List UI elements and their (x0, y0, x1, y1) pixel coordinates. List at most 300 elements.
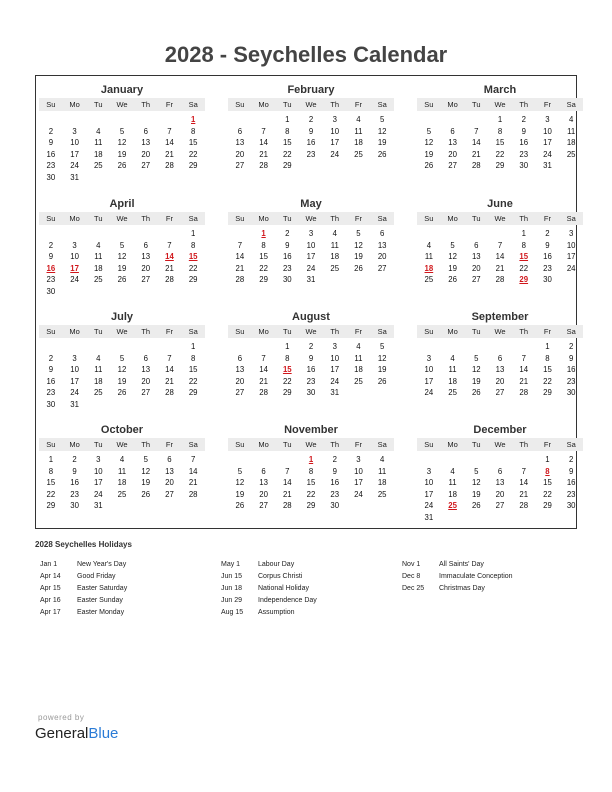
day-cell: 9 (72, 466, 77, 476)
holiday-name: Easter Sunday (77, 597, 123, 604)
day-cell: 2 (308, 342, 314, 351)
week-row (417, 454, 583, 466)
week-row (417, 274, 583, 286)
day-cell: 27 (165, 489, 174, 499)
day-cell: 27 (141, 161, 151, 171)
day-cell: 12 (377, 353, 387, 363)
week-row (228, 454, 394, 466)
day-cell: 30 (566, 388, 576, 398)
holiday-date: Jan 1 (40, 561, 58, 568)
day-cell: 7 (237, 240, 243, 250)
empty-day-cell (441, 512, 465, 524)
weekday-label: Tu (94, 214, 103, 223)
day-cell: 13 (259, 478, 268, 488)
day-cell: 5 (119, 240, 125, 250)
day-cell: 2 (308, 115, 314, 124)
day-cell: 26 (377, 376, 387, 386)
weekday-label: Mo (69, 327, 80, 336)
day-cell: 20 (259, 489, 268, 499)
weekday-label: Th (330, 100, 340, 109)
month-october (39, 423, 205, 512)
weekday-label: Su (46, 100, 56, 109)
powered-by-text: powered by (38, 713, 85, 722)
day-cell: 4 (96, 353, 101, 363)
day-cell: 2 (48, 126, 54, 136)
weekday-label: Sa (188, 100, 198, 109)
day-cell: 4 (96, 240, 101, 250)
holiday-item (40, 559, 127, 571)
day-cell: 28 (471, 161, 481, 171)
day-cell: 29 (282, 388, 292, 398)
week-row (39, 353, 205, 365)
day-cell: 22 (495, 149, 505, 159)
day-cell: 27 (141, 388, 151, 398)
day-cell: 3 (426, 466, 432, 476)
month-july (39, 310, 205, 411)
week-row (417, 137, 583, 149)
holiday-day-cell: 16 (46, 263, 56, 273)
weekday-label: Th (519, 214, 529, 223)
empty-day-cell (110, 341, 134, 353)
day-cell: 16 (566, 365, 576, 375)
day-cell: 3 (332, 342, 337, 351)
day-cell: 13 (141, 365, 151, 375)
day-cell: 19 (354, 252, 363, 262)
day-cell: 6 (237, 353, 243, 363)
day-cell: 14 (519, 478, 529, 488)
day-cell: 8 (521, 240, 526, 250)
day-cell: 8 (308, 466, 314, 476)
day-cell: 1 (191, 342, 196, 351)
weekday-label: We (305, 214, 317, 223)
weekday-header (39, 325, 205, 338)
holiday-day-cell: 1 (191, 115, 196, 124)
weekday-label: Sa (566, 327, 576, 336)
day-cell: 18 (448, 489, 457, 499)
week-row (228, 477, 394, 489)
day-cell: 26 (117, 275, 127, 285)
day-cell: 15 (46, 478, 56, 488)
day-cell: 9 (569, 353, 574, 363)
day-cell: 9 (545, 240, 550, 250)
week-row (228, 341, 394, 353)
empty-day-cell (252, 341, 276, 353)
day-cell: 17 (93, 478, 103, 488)
day-cell: 19 (448, 263, 457, 273)
empty-day-cell (134, 399, 158, 411)
day-cell: 4 (426, 240, 432, 250)
day-cell: 29 (46, 501, 56, 511)
week-row (39, 286, 205, 298)
day-cell: 29 (306, 501, 316, 511)
holiday-day-cell: 15 (282, 365, 292, 375)
day-cell: 30 (543, 275, 552, 285)
day-cell: 27 (377, 263, 387, 273)
holiday-day-cell: 8 (545, 466, 550, 476)
week-row (39, 160, 205, 172)
empty-day-cell (417, 454, 441, 466)
day-cell: 27 (495, 501, 505, 511)
day-cell: 25 (377, 489, 387, 499)
holiday-date: Nov 1 (402, 561, 421, 568)
holiday-item (402, 583, 513, 595)
holiday-day-cell: 15 (519, 252, 529, 262)
day-cell: 13 (141, 252, 151, 262)
day-cell: 14 (165, 365, 174, 375)
day-cell: 11 (378, 466, 387, 476)
weekday-label: Fr (165, 440, 173, 449)
day-cell: 25 (354, 149, 363, 159)
weekday-label: Sa (377, 440, 387, 449)
week-row (228, 500, 394, 512)
empty-day-cell (559, 160, 583, 172)
empty-day-cell (464, 454, 488, 466)
day-cell: 4 (332, 229, 337, 238)
day-cell: 14 (188, 466, 198, 476)
week-row (39, 466, 205, 478)
day-cell: 20 (377, 252, 387, 262)
empty-day-cell (347, 274, 371, 286)
day-cell: 28 (259, 161, 268, 171)
day-cell: 17 (354, 478, 363, 488)
day-cell: 30 (70, 501, 79, 511)
day-cell: 13 (141, 138, 151, 148)
day-cell: 19 (471, 376, 481, 386)
weekday-label: Su (46, 327, 56, 336)
empty-day-cell (110, 399, 134, 411)
holiday-name: Assumption (258, 609, 295, 616)
weekday-label: We (116, 100, 128, 109)
empty-day-cell (228, 341, 252, 353)
day-cell: 9 (308, 353, 314, 363)
day-cell: 27 (235, 161, 245, 171)
day-cell: 10 (330, 126, 340, 136)
holiday-date: Jun 15 (221, 573, 243, 580)
day-cell: 21 (165, 263, 174, 273)
day-cell: 7 (474, 126, 479, 136)
week-row (39, 500, 205, 512)
weekday-label: Mo (69, 100, 80, 109)
day-cell: 2 (48, 353, 54, 363)
day-cell: 24 (354, 489, 363, 499)
day-cell: 22 (543, 376, 552, 386)
day-cell: 19 (117, 376, 127, 386)
day-cell: 25 (424, 275, 434, 285)
day-cell: 31 (330, 388, 340, 398)
holiday-date: Apr 16 (40, 597, 61, 604)
empty-day-cell (63, 286, 87, 298)
weekday-label: Su (235, 327, 245, 336)
day-cell: 11 (330, 240, 339, 250)
month-name: November (284, 424, 338, 436)
week-row (39, 341, 205, 353)
week-row (417, 126, 583, 138)
day-cell: 16 (282, 252, 292, 262)
day-cell: 7 (521, 466, 526, 476)
day-cell: 5 (143, 455, 148, 464)
week-row (417, 240, 583, 252)
weekday-label: We (494, 440, 506, 449)
day-cell: 26 (471, 388, 481, 398)
day-cell: 6 (380, 229, 385, 238)
day-cell: 29 (188, 275, 198, 285)
weekday-label: Tu (283, 214, 292, 223)
weekday-label: Sa (188, 327, 198, 336)
holiday-date: Aug 15 (221, 609, 244, 616)
day-cell: 11 (94, 252, 103, 262)
empty-day-cell (134, 341, 158, 353)
empty-day-cell (86, 172, 110, 184)
empty-day-cell (39, 341, 63, 353)
month-name: April (109, 198, 135, 210)
day-cell: 14 (259, 138, 268, 148)
empty-day-cell (158, 286, 182, 298)
day-cell: 6 (450, 126, 455, 136)
empty-day-cell (464, 228, 488, 240)
week-row (39, 477, 205, 489)
weekday-header (39, 438, 205, 451)
day-cell: 22 (282, 376, 292, 386)
day-cell: 21 (235, 263, 245, 273)
week-row (39, 387, 205, 399)
day-cell: 25 (448, 388, 457, 398)
day-cell: 6 (261, 466, 266, 476)
day-cell: 18 (448, 376, 457, 386)
day-cell: 24 (424, 388, 434, 398)
holiday-date: Apr 17 (40, 609, 61, 616)
empty-day-cell (488, 512, 512, 524)
day-cell: 22 (259, 263, 268, 273)
weekday-label: Fr (543, 100, 551, 109)
day-cell: 13 (235, 365, 245, 375)
day-cell: 28 (188, 489, 198, 499)
day-cell: 30 (282, 275, 292, 285)
holiday-name: Labour Day (258, 561, 295, 568)
day-cell: 31 (543, 161, 552, 171)
weekday-label: Su (235, 214, 245, 223)
empty-day-cell (158, 114, 182, 126)
day-cell: 18 (354, 365, 363, 375)
day-cell: 27 (471, 275, 481, 285)
empty-day-cell (134, 172, 158, 184)
week-row (417, 387, 583, 399)
empty-day-cell (417, 228, 441, 240)
month-june (417, 197, 583, 286)
day-cell: 23 (543, 263, 552, 273)
day-cell: 13 (377, 240, 387, 250)
day-cell: 5 (380, 342, 385, 351)
weekday-label: We (116, 440, 128, 449)
weekday-label: Sa (377, 327, 387, 336)
weekday-label: We (494, 214, 506, 223)
day-cell: 7 (167, 353, 172, 363)
weekday-header (417, 212, 583, 225)
week-row (39, 364, 205, 376)
empty-day-cell (441, 341, 465, 353)
day-cell: 10 (70, 138, 79, 148)
weekday-label: Th (141, 327, 151, 336)
day-cell: 14 (471, 138, 481, 148)
weekday-label: Su (424, 214, 434, 223)
empty-day-cell (134, 286, 158, 298)
month-name: December (473, 424, 527, 436)
empty-day-cell (252, 114, 276, 126)
day-cell: 20 (471, 263, 481, 273)
weekday-label: Sa (188, 214, 198, 223)
empty-day-cell (181, 286, 205, 298)
day-cell: 16 (519, 138, 529, 148)
weekday-label: Su (235, 100, 245, 109)
empty-day-cell (110, 286, 134, 298)
day-cell: 22 (188, 149, 198, 159)
day-cell: 29 (543, 388, 552, 398)
day-cell: 11 (424, 252, 433, 262)
day-cell: 20 (448, 149, 457, 159)
empty-day-cell (441, 228, 465, 240)
holiday-name: New Year's Day (77, 561, 127, 568)
day-cell: 22 (306, 489, 316, 499)
day-cell: 29 (282, 161, 292, 171)
day-cell: 14 (235, 252, 245, 262)
empty-day-cell (275, 454, 299, 466)
day-cell: 17 (330, 138, 340, 148)
week-row (39, 126, 205, 138)
day-cell: 10 (93, 466, 103, 476)
day-cell: 8 (48, 466, 54, 476)
holiday-name: Immaculate Conception (439, 573, 513, 580)
day-cell: 24 (70, 275, 79, 285)
day-cell: 29 (543, 501, 552, 511)
day-cell: 28 (235, 275, 245, 285)
day-cell: 5 (119, 126, 125, 136)
day-cell: 23 (566, 376, 576, 386)
weekday-header (228, 438, 394, 451)
day-cell: 6 (143, 353, 148, 363)
holiday-day-cell: 29 (519, 275, 529, 285)
holiday-name: Easter Monday (77, 609, 125, 616)
day-cell: 26 (235, 501, 245, 511)
day-cell: 13 (495, 478, 505, 488)
week-row (417, 489, 583, 501)
day-cell: 10 (354, 466, 363, 476)
day-cell: 28 (165, 161, 174, 171)
day-cell: 30 (566, 501, 576, 511)
weekday-label: Tu (472, 214, 481, 223)
day-cell: 3 (356, 455, 361, 464)
week-row (39, 114, 205, 126)
day-cell: 2 (48, 240, 54, 250)
day-cell: 3 (545, 115, 550, 124)
day-cell: 13 (495, 365, 505, 375)
week-row (417, 149, 583, 161)
week-row (417, 477, 583, 489)
day-cell: 25 (93, 275, 103, 285)
weekday-header (39, 212, 205, 225)
day-cell: 4 (96, 126, 101, 136)
day-cell: 19 (117, 149, 127, 159)
holiday-item (221, 559, 317, 571)
day-cell: 10 (330, 353, 340, 363)
weekday-label: Fr (543, 327, 551, 336)
generalblue-logo[interactable] (35, 725, 118, 742)
brand-general: General (35, 725, 89, 742)
day-cell: 17 (330, 365, 340, 375)
day-cell: 7 (167, 126, 172, 136)
day-cell: 21 (519, 376, 529, 386)
week-row (228, 364, 394, 376)
day-cell: 27 (259, 501, 268, 511)
empty-day-cell (134, 228, 158, 240)
weekday-label: Tu (283, 327, 292, 336)
weekday-label: Th (141, 100, 151, 109)
month-september (417, 310, 583, 399)
week-row (228, 353, 394, 365)
day-cell: 6 (497, 466, 503, 476)
empty-day-cell (512, 341, 536, 353)
day-cell: 8 (497, 126, 503, 136)
empty-day-cell (464, 114, 488, 126)
day-cell: 11 (117, 466, 127, 476)
day-cell: 16 (543, 252, 552, 262)
day-cell: 19 (141, 478, 151, 488)
empty-day-cell (63, 228, 87, 240)
week-row (228, 274, 394, 286)
day-cell: 23 (306, 149, 316, 159)
day-cell: 7 (261, 126, 266, 136)
day-cell: 2 (569, 455, 574, 464)
day-cell: 23 (46, 161, 56, 171)
day-cell: 27 (235, 388, 245, 398)
day-cell: 21 (165, 149, 174, 159)
month-december (417, 423, 583, 524)
empty-day-cell (299, 160, 323, 172)
day-cell: 12 (117, 252, 127, 262)
holidays-column (402, 559, 513, 595)
day-cell: 15 (282, 138, 292, 148)
day-cell: 19 (471, 489, 481, 499)
day-cell: 21 (495, 263, 505, 273)
day-cell: 6 (497, 353, 503, 363)
empty-day-cell (323, 160, 347, 172)
week-row (39, 228, 205, 240)
day-cell: 24 (330, 149, 340, 159)
day-cell: 3 (426, 353, 432, 363)
empty-day-cell (370, 500, 394, 512)
day-cell: 2 (72, 455, 77, 464)
day-cell: 16 (566, 478, 576, 488)
empty-day-cell (181, 500, 205, 512)
day-cell: 1 (48, 455, 54, 464)
empty-day-cell (559, 274, 583, 286)
empty-day-cell (134, 114, 158, 126)
day-cell: 19 (117, 263, 127, 273)
day-cell: 10 (70, 365, 79, 375)
day-cell: 24 (306, 263, 316, 273)
day-cell: 13 (165, 466, 174, 476)
day-cell: 15 (188, 138, 198, 148)
week-row (39, 454, 205, 466)
holiday-name: Independence Day (258, 597, 317, 604)
day-cell: 3 (96, 455, 101, 464)
holiday-day-cell: 25 (448, 501, 457, 511)
month-name: July (110, 311, 133, 323)
day-cell: 10 (566, 240, 576, 250)
day-cell: 19 (424, 149, 434, 159)
day-cell: 16 (46, 149, 56, 159)
day-cell: 9 (569, 466, 574, 476)
month-march (417, 83, 583, 172)
day-cell: 1 (191, 229, 196, 238)
